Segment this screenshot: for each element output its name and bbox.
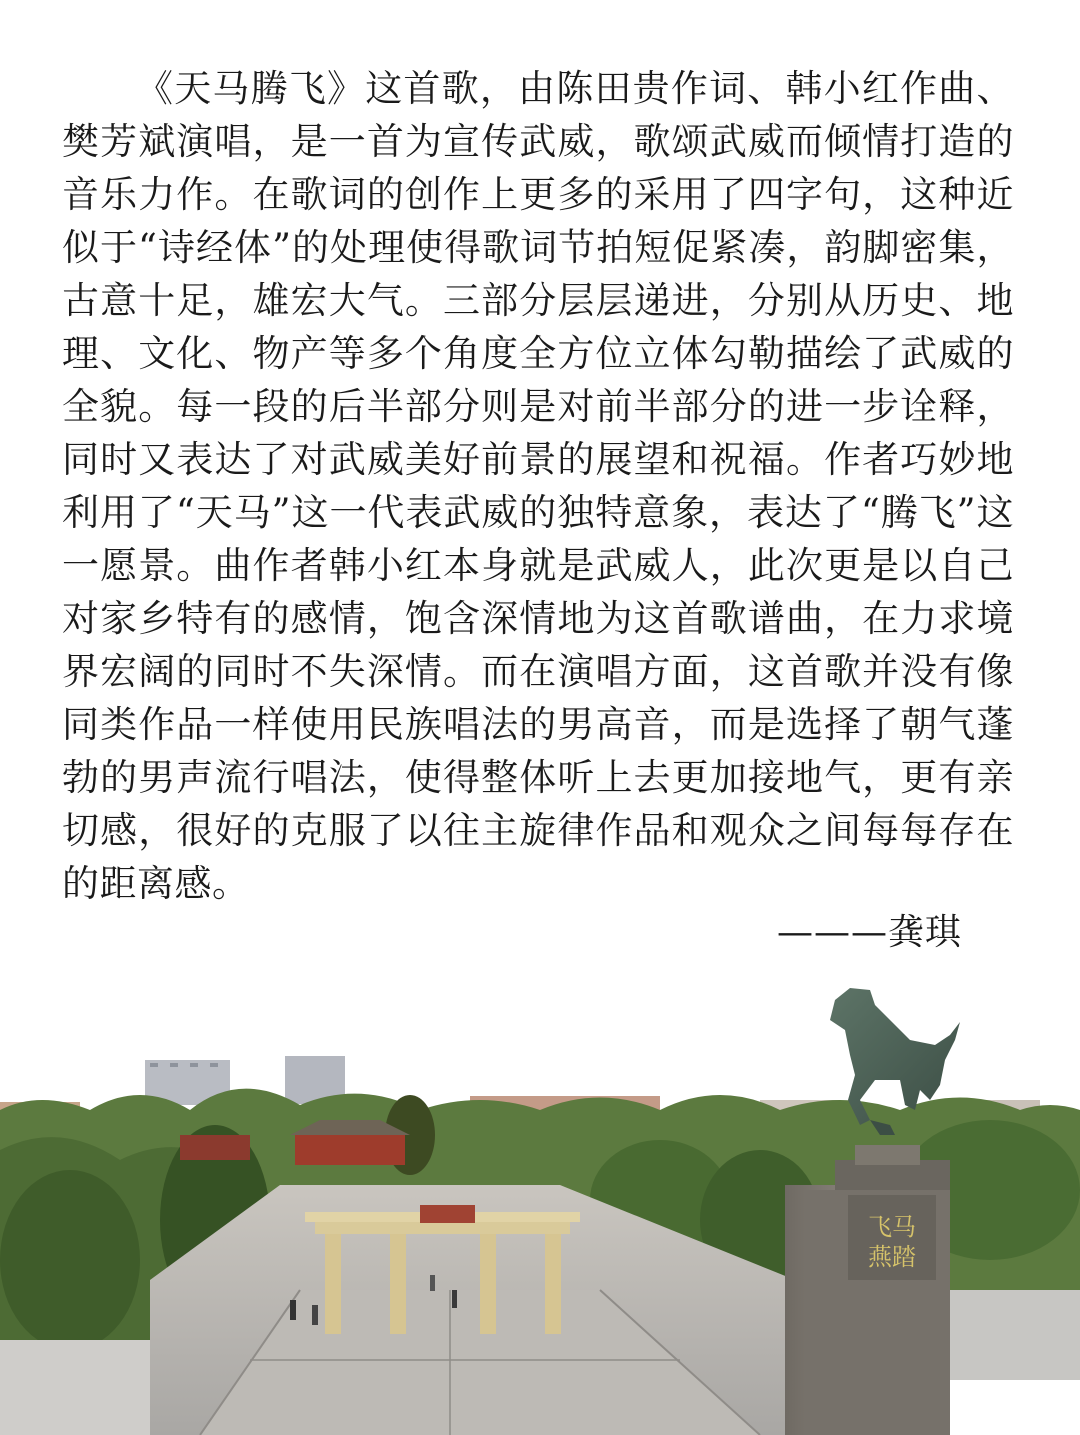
horse-statue-pillar	[785, 1145, 950, 1435]
article-body: 《天马腾飞》这首歌，由陈田贵作词、韩小红作曲、樊芳斌演唱，是一首为宣传武威，歌颂武威而倾情打造的音乐力作。在歌词的创作上更多的采用了四字句，这种近似于“诗经体”的处理使得歌词节拍短促紧凑，韵脚密集，古意十足，雄宏大气。三部分层层递进，分别从历史、地理、文化、物产等多个角度全方位立体勾勒描绘了武威的全貌。每一段的后半部分则是对前半部分的进一步诠释，同时又表达了对武威美好前景的展望和祝福。作者巧妙地利用了“天马”这一代表武威的独特意象，表达了“腾飞”这一愿景。曲作者韩小红本身就是武威人，此次更是以自己对家乡特有的感情，饱含深情地为这首歌谱曲，在力求境界宏阔的同时不失深情。而在演唱方面，这首歌并没有像同类作品一样使用民族唱法的男高音，而是选择了朝气蓬勃的男声流行唱法，使得整体听上去更加接地气，更有亲切感，很好的克服了以往主旋律作品和观众之间每每存在的距离感。	[62, 67, 1014, 905]
author-signature: ———龚琪	[776, 912, 962, 953]
plaza-photo	[0, 960, 1080, 1435]
article	[62, 62, 1014, 910]
pedestal-inscription	[848, 1195, 936, 1280]
svg-text:飞马: 飞马	[868, 1213, 916, 1241]
svg-text:燕踏: 燕踏	[868, 1243, 916, 1271]
